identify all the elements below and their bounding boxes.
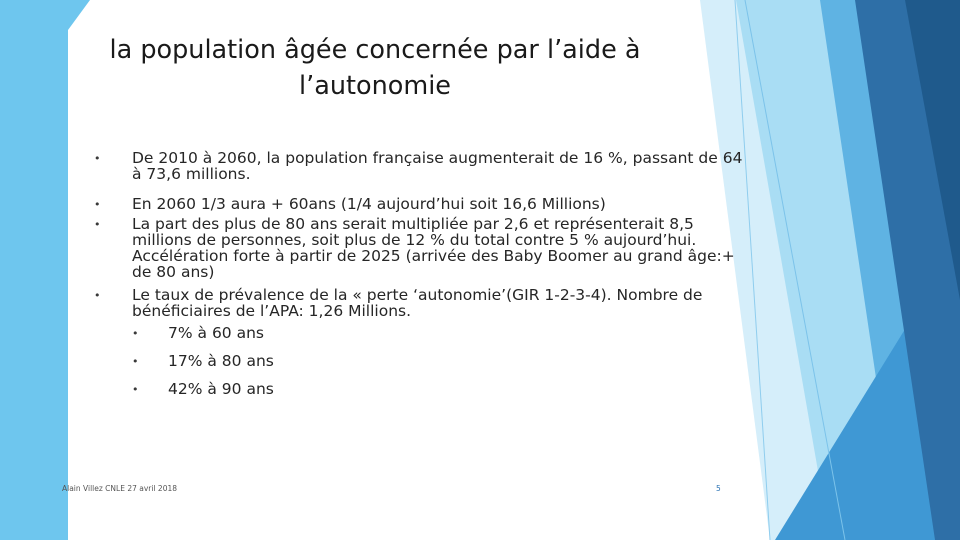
bullet-text: Le taux de prévalence de la « perte ‘autonomie’(GIR 1-2-3-4). Nombre de bénéficiaires de l’APA: 1,26 Millions. — [132, 286, 703, 320]
bullet-item: • En 2060 1/3 aura + 60ans (1/4 aujourd’hui soit 16,6 Millions) — [94, 196, 754, 212]
left-accent-bar — [0, 0, 68, 540]
sub-bullet-item: • 42% à 90 ans — [132, 379, 754, 399]
slide-title: la population âgée concernée par l’aide à l’autonomie — [109, 35, 641, 101]
left-accent-triangle — [68, 0, 90, 30]
bullet-item-with-sublist — [94, 287, 754, 399]
bullet-item: • De 2010 à 2060, la population française augmenterait de 16 %, passant de 64 à 73,6 millions. — [94, 150, 754, 182]
footer-author-date: Alain Villez CNLE 27 avril 2018 — [62, 484, 178, 493]
page-number: 5 — [716, 484, 721, 493]
bullet-item: • La part des plus de 80 ans serait multipliée par 2,6 et représenterait 8,5 millions de personnes, soit plus de 12 % du total contre 5 % aujourd’hui. Accélération forte à partir de 2025 (arrivée des Baby Boomer au grand âge:+ de 80 ans) — [94, 216, 754, 280]
sub-bullet-item: • 17% à 80 ans — [132, 351, 754, 371]
sub-bullet-list — [132, 323, 754, 399]
bullet-list — [94, 150, 754, 407]
sub-bullet-item: • 7% à 60 ans — [132, 323, 754, 343]
